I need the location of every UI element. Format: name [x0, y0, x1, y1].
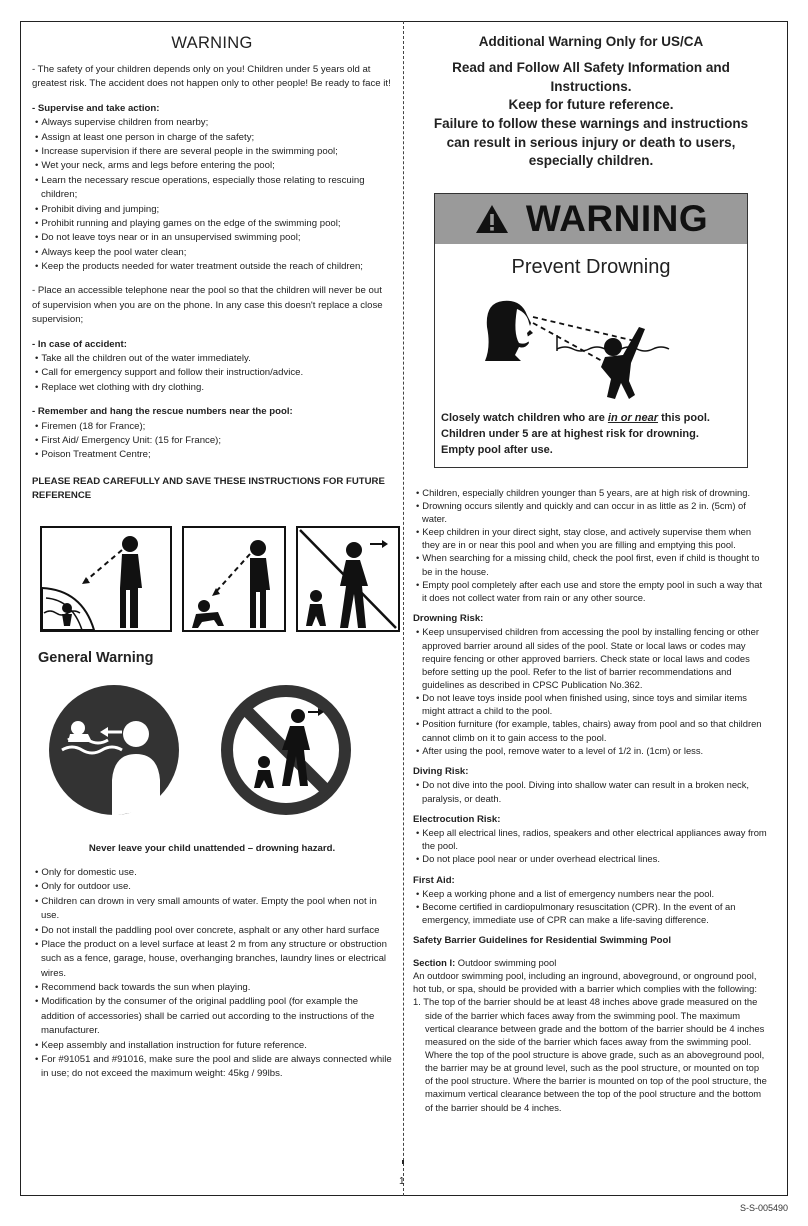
- list-item: • Replace wet clothing with dry clothing.: [32, 381, 392, 395]
- future-reference-line: Keep for future reference.: [508, 97, 674, 113]
- list-item: • After using the pool, remove water to a level of 1/2 in. (1cm) or less.: [413, 744, 769, 757]
- list-item: • Firemen (18 for France);: [32, 420, 392, 434]
- list-item: • Keep the products needed for water treatment outside the reach of children;: [32, 260, 392, 274]
- list-item: • Call for emergency support and follow their instruction/advice.: [32, 366, 392, 380]
- diving-risk-section: [413, 765, 769, 805]
- list-item: • Modification by the consumer of the original paddling pool (for example the addition of accessories) shall be carried out according to the instructions of the manufacturer.: [32, 995, 392, 1038]
- list-item: • Children can drown in very small amounts of water. Empty the pool when not in use.: [32, 895, 392, 924]
- list-item: • Poison Treatment Centre;: [32, 448, 392, 462]
- list-item: • Keep assembly and installation instruction for future reference.: [32, 1039, 392, 1053]
- read-carefully-text: PLEASE READ CAREFULLY AND SAVE THESE INSTRUCTIONS FOR FUTURE REFERENCE: [32, 475, 385, 502]
- electrocution-risk-heading: Electrocution Risk:: [413, 813, 501, 825]
- rescue-section: [32, 405, 392, 463]
- pictogram-row: [40, 526, 392, 632]
- us-ca-title: Additional Warning Only for US/CA: [478, 34, 704, 49]
- children-line: especially children.: [528, 153, 654, 169]
- list-item: • Keep children in your direct sight, stay close, and actively supervise them when they are in or near this pool and when you are filling and emptying this pool.: [413, 525, 769, 551]
- list-item: • Children, especially children younger than 5 years, are at high risk of drowning.: [413, 486, 769, 499]
- empty-pool-line: Empty pool after use.: [441, 443, 553, 456]
- watch-line-end: this pool.: [658, 411, 710, 424]
- list-item: • Always keep the pool water clean;: [32, 246, 392, 260]
- section-title: Outdoor swimming pool: [455, 956, 557, 968]
- supervise-section: [32, 102, 392, 275]
- list-item: 1. The top of the barrier should be at least 48 inches above grade measured on the side of the barrier which faces away from the swimming pool. The maximum vertical clearance between grade and the bottom of the barrier should be 4 inches measured on the side of the barrier which faces away from the swimming pool. Where the top of the pool structure is above grade, such as an aboveground pool, the barrier may be at ground level, such as the pool structure, or mounted on top of the pool structure. Where the barrier is mounted on top of the pool structure, the maximum vertical clearance between the top of the pool structure and the bottom of the barrier should be 4 inches.: [413, 996, 767, 1113]
- section-text: An outdoor swimming pool, including an inground, aboveground, or onground pool, hot tub, or spa, should be provided with a barrier which complies with the following:: [413, 970, 757, 995]
- rescue-pictogram: [48, 684, 180, 816]
- supervise-list: [32, 116, 392, 274]
- list-item: • Empty pool completely after each use and store the empty pool in such a way that it does not collect water from rain or any other source.: [413, 578, 769, 604]
- list-item: • Do not leave toys inside pool when finished using, since toys and similar items might attract a child to the pool.: [413, 691, 769, 717]
- list-item: • Position furniture (for example, tables, chairs) away from pool and so that children cannot climb on it to gain access to the pool.: [413, 717, 769, 743]
- highest-risk-line: Children under 5 are at highest risk for drowning.: [441, 427, 699, 440]
- list-item: • Keep all electrical lines, radios, speakers and other electrical appliances away from the pool.: [413, 826, 769, 852]
- drowning-risk-list: [413, 625, 769, 757]
- list-item: • Wet your neck, arms and legs before entering the pool;: [32, 159, 392, 173]
- accident-heading: - In case of accident:: [32, 338, 127, 350]
- phone-text: - Place an accessible telephone near the pool so that the children will never be out of supervision when you are on the phone. In any case this doesn't replace a close supervision;: [32, 285, 383, 326]
- prevent-drowning-title: Prevent Drowning: [511, 255, 671, 278]
- read-follow-line: Read and Follow All Safety Information and: [452, 60, 730, 75]
- list-item: • Do not dive into the pool. Diving into shallow water can result in a broken neck, paralysis, or death.: [413, 778, 769, 804]
- accident-list: [32, 352, 392, 395]
- prevent-drowning-box: [434, 193, 748, 468]
- list-item: • Do not leave toys near or in an unsupervised swimming pool;: [32, 231, 392, 245]
- drowning-hazard-caption: Never leave your child unattended – drowning hazard.: [88, 842, 336, 854]
- diving-risk-list: [413, 778, 769, 804]
- warning-banner: [435, 194, 747, 244]
- list-item: • Keep unsupervised children from accessing the pool by installing fencing or other approved barrier around all sides of the pool. State or local laws or codes may require fencing or other approved barriers. Check state or local laws and codes before setting up the pool. Refer to the list of barrier recommendations and guidelines as described in CPSC Publication No.362.: [413, 625, 769, 691]
- right-body: [413, 486, 769, 1114]
- first-aid-list: [413, 887, 769, 926]
- column-divider: [403, 21, 404, 1196]
- child-crawling-pictogram: [182, 526, 286, 632]
- list-item: • Assign at least one person in charge of the safety;: [32, 131, 392, 145]
- list-item: • For #91051 and #91016, make sure the pool and slide are always connected while in use; do not exceed the maximum weight: 45kg / 99lbs.: [32, 1053, 392, 1082]
- right-column: [413, 30, 769, 1114]
- supervision-pictogram: [40, 526, 172, 632]
- general-warning-icons: [48, 684, 392, 816]
- list-item: • Take all the children out of the water immediately.: [32, 352, 392, 366]
- page-number: 1: [399, 1176, 405, 1187]
- warning-banner-text: WARNING: [525, 197, 709, 239]
- list-item: • Place the product on a level surface at least 2 m from any structure or obstruction such as a fence, garage, house, overhanging branches, laundry lines or electrical wires.: [32, 938, 392, 981]
- electrocution-risk-section: [413, 813, 769, 866]
- watch-children-line: [441, 411, 741, 427]
- warning-triangle-icon: [474, 203, 510, 235]
- list-item: • Prohibit diving and jumping;: [32, 203, 392, 217]
- no-unattended-child-icon: [220, 684, 352, 816]
- section-line: [413, 956, 769, 969]
- list-item: • Do not place pool near or under overhead electrical lines.: [413, 852, 769, 865]
- left-column: [32, 30, 392, 1082]
- first-aid-section: [413, 874, 769, 927]
- electrocution-risk-list: [413, 826, 769, 865]
- list-item: • First Aid/ Emergency Unit: (15 for France);: [32, 434, 392, 448]
- center-mark: [402, 1160, 404, 1164]
- list-item: • Do not install the paddling pool over concrete, asphalt or any other hard surface: [32, 924, 392, 938]
- drowning-risk-heading: Drowning Risk:: [413, 612, 484, 624]
- serious-injury-line: can result in serious injury or death to users,: [446, 134, 736, 150]
- document-code: S-S-005490: [739, 1203, 788, 1213]
- barrier-numbered-list: [413, 995, 769, 1113]
- list-item: • Learn the necessary rescue operations, especially those relating to rescuing children;: [32, 174, 392, 203]
- rescue-list: [32, 420, 392, 463]
- list-item: • Increase supervision if there are several people in the swimming pool;: [32, 145, 392, 159]
- barrier-section: [413, 934, 769, 1113]
- section-label: Section I:: [413, 956, 456, 968]
- list-item: • Only for outdoor use.: [32, 880, 392, 894]
- diving-risk-heading: Diving Risk:: [413, 765, 469, 777]
- list-item: • Drowning occurs silently and quickly and can occur in as little as 2 in. (5cm) of water.: [413, 499, 769, 525]
- list-item: • Prohibit running and playing games on the edge of the swimming pool;: [32, 217, 392, 231]
- general-warning-heading: General Warning: [38, 649, 154, 666]
- in-or-near-text: in or near: [607, 411, 659, 424]
- list-item: • Recommend back towards the sun when playing.: [32, 981, 392, 995]
- watch-line-start: Closely watch children who are: [441, 411, 608, 424]
- warning-title: WARNING: [171, 34, 253, 52]
- list-item: • Always supervise children from nearby;: [32, 116, 392, 130]
- drowning-risk-section: [413, 612, 769, 757]
- list-item: • Only for domestic use.: [32, 866, 392, 880]
- failure-line: Failure to follow these warnings and instructions: [433, 115, 749, 131]
- barrier-heading: Safety Barrier Guidelines for Residential Swimming Pool: [413, 935, 672, 947]
- general-list: [32, 866, 392, 1082]
- drowning-illustration: [435, 283, 747, 405]
- list-item: • Become certified in cardiopulmonary resuscitation (CPR). In the event of an emergency, immediate use of CPR can make a life-saving difference.: [413, 900, 769, 926]
- instructions-line: Instructions.: [550, 78, 632, 94]
- first-aid-heading: First Aid:: [413, 874, 455, 886]
- supervise-heading: - Supervise and take action:: [32, 102, 160, 114]
- intro-text: - The safety of your children depends only on you! Children under 5 years old at greatest risk. The accident does not happen only to other people! Be ready to face it!: [32, 64, 391, 90]
- list-item: • Keep a working phone and a list of emergency numbers near the pool.: [413, 887, 769, 900]
- prevent-drowning-text: [435, 405, 747, 467]
- children-risk-list: [413, 486, 769, 604]
- list-item: • When searching for a missing child, check the pool first, even if child is thought to be in the house.: [413, 551, 769, 577]
- accident-section: [32, 338, 392, 396]
- rescue-heading: - Remember and hang the rescue numbers near the pool:: [32, 406, 293, 418]
- child-unattended-pictogram: [296, 526, 400, 632]
